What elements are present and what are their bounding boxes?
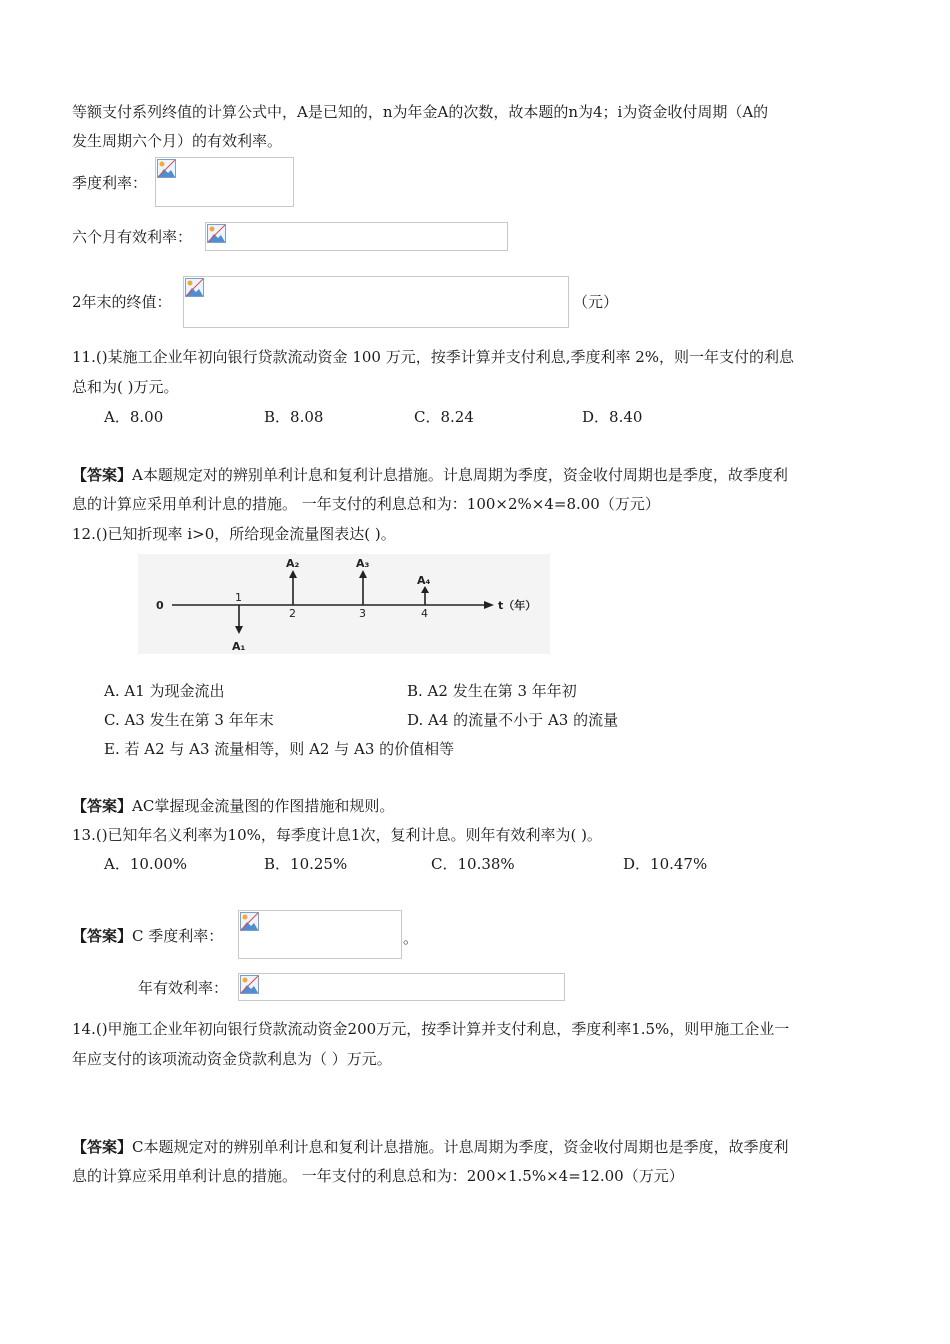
formula-image-annual-rate bbox=[238, 973, 565, 1001]
formula-image-six-month-rate bbox=[205, 222, 508, 251]
formula-image-quarter-rate-2 bbox=[238, 910, 402, 959]
q13-option-d: D．10.47% bbox=[623, 855, 708, 873]
unit-yuan: （元） bbox=[573, 293, 619, 311]
q14-line-1: 14.()甲施工企业年初向银行贷款流动资金200万元，按季计算并支付利息，季度利率1.5%，则甲施工企业一 bbox=[72, 1020, 790, 1038]
q11-option-c: C．8.24 bbox=[414, 408, 474, 426]
q11-answer-line-1 bbox=[72, 465, 788, 485]
answer-text: C本题规定对的辨别单利计息和复利计息措施。计息周期为季度，资金收付周期也是季度，故季度利 bbox=[132, 1138, 789, 1156]
broken-image-icon bbox=[207, 224, 226, 243]
flow-label-a2: A₂ bbox=[286, 557, 300, 570]
tick-label-3: 3 bbox=[359, 607, 366, 620]
formula-image-quarter-rate bbox=[155, 157, 294, 207]
tick-label-2: 2 bbox=[289, 607, 296, 620]
flow-label-a3: A₃ bbox=[356, 557, 370, 570]
answer-text: AC掌握现金流量图的作图措施和规则。 bbox=[132, 797, 395, 815]
answer-tag: 【答案】 bbox=[72, 797, 133, 815]
broken-image-icon bbox=[157, 159, 176, 178]
q12-answer bbox=[72, 796, 394, 816]
q14-answer-line-2: 息的计算应采用单利计息的措施。 一年支付的利息总和为：200×1.5%×4=12.00（万元） bbox=[72, 1167, 684, 1185]
flow-label-a4: A₄ bbox=[417, 574, 431, 587]
answer-tag: 【答案】 bbox=[72, 927, 133, 945]
flow-label-a1: A₁ bbox=[232, 640, 246, 653]
formula-image-final-value bbox=[183, 276, 569, 328]
q11-line-2: 总和为( )万元。 bbox=[72, 378, 179, 396]
q14-line-2: 年应支付的该项流动资金贷款利息为（ ）万元。 bbox=[72, 1050, 392, 1068]
answer-text: C 季度利率： bbox=[132, 927, 224, 945]
q11-option-d: D．8.40 bbox=[582, 408, 643, 426]
six-month-rate-label: 六个月有效利率： bbox=[72, 228, 193, 246]
q12-option-a: A. A1 为现金流出 bbox=[104, 682, 225, 700]
intro-line-2: 发生周期六个月）的有效利率。 bbox=[72, 132, 283, 150]
origin-label: 0 bbox=[156, 599, 164, 612]
q13-line-1: 13.()已知年名义利率为10%，每季度计息1次，复利计息。则年有效利率为( )。 bbox=[72, 826, 602, 844]
q11-option-a: A．8.00 bbox=[104, 408, 164, 426]
intro-line-1: 等额支付系列终值的计算公式中，A是已知的，n为年金A的次数，故本题的n为4；i为资金收付周期（A的 bbox=[72, 103, 769, 121]
quarter-rate-label: 季度利率： bbox=[72, 174, 148, 192]
tick-label-1: 1 bbox=[235, 591, 242, 604]
q12-option-b: B. A2 发生在第 3 年年初 bbox=[407, 682, 577, 700]
answer-tag: 【答案】 bbox=[72, 466, 133, 484]
broken-image-icon bbox=[185, 278, 204, 297]
q14-answer-line-1 bbox=[72, 1137, 789, 1157]
q11-answer-line-2: 息的计算应采用单利计息的措施。 一年支付的利息总和为：100×2%×4=8.00（万元） bbox=[72, 495, 660, 513]
answer-tag: 【答案】 bbox=[72, 1138, 133, 1156]
q13-option-c: C．10.38% bbox=[431, 855, 515, 873]
q11-option-b: B．8.08 bbox=[264, 408, 324, 426]
q12-line-1: 12.()已知折现率 i>0，所给现金流量图表达( )。 bbox=[72, 525, 396, 543]
axis-label: t（年） bbox=[498, 599, 537, 612]
q13-answer bbox=[72, 926, 223, 946]
final-value-label: 2年末的终值： bbox=[72, 293, 172, 311]
cash-flow-diagram bbox=[138, 554, 550, 654]
q12-option-d: D. A4 的流量不小于 A3 的流量 bbox=[407, 711, 619, 729]
q13-option-a: A．10.00% bbox=[104, 855, 188, 873]
q12-option-c: C. A3 发生在第 3 年年末 bbox=[104, 711, 274, 729]
q13-answer-end: 。 bbox=[403, 929, 419, 947]
q13-option-b: B．10.25% bbox=[264, 855, 348, 873]
tick-label-4: 4 bbox=[421, 607, 428, 620]
q12-option-e: E. 若 A2 与 A3 流量相等，则 A2 与 A3 的价值相等 bbox=[104, 740, 455, 758]
broken-image-icon bbox=[240, 975, 259, 994]
broken-image-icon bbox=[240, 912, 259, 931]
answer-text: A本题规定对的辨别单利计息和复利计息措施。计息周期为季度，资金收付周期也是季度，故季度利 bbox=[132, 466, 788, 484]
q11-line-1: 11.()某施工企业年初向银行贷款流动资金 100 万元，按季计算并支付利息,季度利率 2%，则一年支付的利息 bbox=[72, 348, 795, 366]
annual-rate-label: 年有效利率： bbox=[138, 979, 229, 997]
